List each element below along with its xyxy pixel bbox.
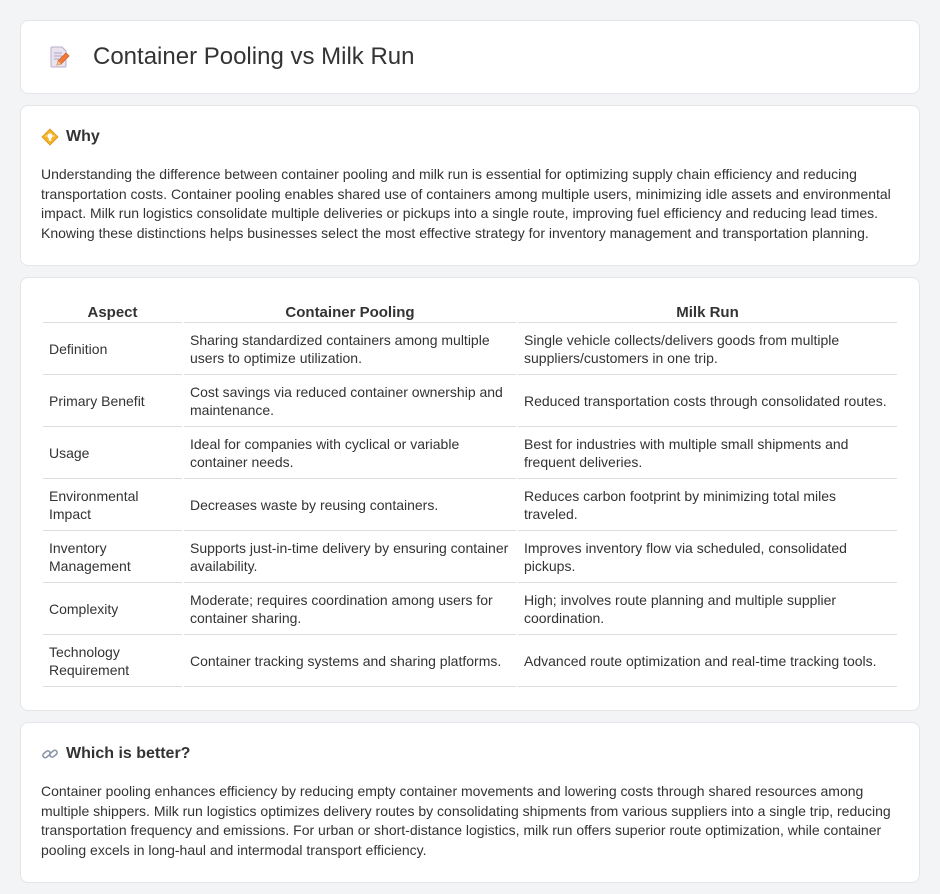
better-title: Which is better? [66, 744, 191, 762]
better-body: Container pooling enhances efficiency by reducing empty container movements and lowering costs through shared resources among multiple shippers. Milk run logistics optimizes delivery routes by consolidating shipments from various suppliers into a single trip, reducing transportation frequency and emissions. For urban or short-distance logistics, milk run offers superior route optimization, while container pooling excels in long-haul and intermodal transport efficiency. [41, 782, 891, 858]
cell-container-pooling: Sharing standardized containers among multiple users to optimize utilization. [184, 325, 516, 375]
cell-container-pooling: Decreases waste by reusing containers. [184, 481, 516, 531]
cell-milk-run: Best for industries with multiple small shipments and frequent deliveries. [518, 429, 897, 479]
header-milk-run: Milk Run [518, 302, 897, 323]
why-header [41, 128, 899, 146]
lightbulb-diamond-icon [41, 128, 59, 146]
table-row [43, 637, 897, 687]
comparison-section [20, 277, 920, 711]
cell-container-pooling: Cost savings via reduced container ownership and maintenance. [184, 377, 516, 427]
table-row [43, 533, 897, 583]
cell-milk-run: Advanced route optimization and real-time tracking tools. [518, 637, 897, 687]
why-body: Understanding the difference between container pooling and milk run is essential for optimizing supply chain efficiency and reducing transportation costs. Container pooling enables shared use of containers among multiple users, minimizing idle assets and environmental impact. Milk run logistics consolidate multiple deliveries or pickups into a single route, improving fuel efficiency and reducing lead times. Knowing these distinctions helps businesses select the most effective strategy for inventory management and transportation planning. [41, 166, 891, 242]
cell-container-pooling: Ideal for companies with cyclical or variable container needs. [184, 429, 516, 479]
header-container-pooling: Container Pooling [184, 302, 516, 323]
comparison-table [41, 300, 899, 689]
cell-milk-run: High; involves route planning and multiple supplier coordination. [518, 585, 897, 635]
why-title: Why [66, 128, 100, 145]
cell-aspect: Usage [43, 429, 182, 479]
cell-container-pooling: Supports just-in-time delivery by ensuring container availability. [184, 533, 516, 583]
cell-milk-run: Reduces carbon footprint by minimizing total miles traveled. [518, 481, 897, 531]
cell-aspect: Complexity [43, 585, 182, 635]
cell-container-pooling: Moderate; requires coordination among users for container sharing. [184, 585, 516, 635]
table-row [43, 429, 897, 479]
table-row [43, 585, 897, 635]
why-section [20, 105, 920, 266]
table-row [43, 377, 897, 427]
table-row [43, 481, 897, 531]
cell-aspect: Inventory Management [43, 533, 182, 583]
header-card [20, 20, 920, 94]
link-icon [41, 745, 59, 763]
cell-container-pooling: Container tracking systems and sharing platforms. [184, 637, 516, 687]
table-row [43, 325, 897, 375]
cell-aspect: Definition [43, 325, 182, 375]
table-header-row [43, 302, 897, 323]
cell-aspect: Environmental Impact [43, 481, 182, 531]
better-header [41, 745, 899, 763]
document-pencil-icon [47, 45, 71, 69]
which-is-better-section [20, 722, 920, 883]
cell-milk-run: Reduced transportation costs through consolidated routes. [518, 377, 897, 427]
cell-milk-run: Improves inventory flow via scheduled, consolidated pickups. [518, 533, 897, 583]
cell-milk-run: Single vehicle collects/delivers goods from multiple suppliers/customers in one trip. [518, 325, 897, 375]
cell-aspect: Technology Requirement [43, 637, 182, 687]
page-title: Container Pooling vs Milk Run [93, 43, 415, 70]
header-aspect: Aspect [43, 302, 182, 323]
cell-aspect: Primary Benefit [43, 377, 182, 427]
